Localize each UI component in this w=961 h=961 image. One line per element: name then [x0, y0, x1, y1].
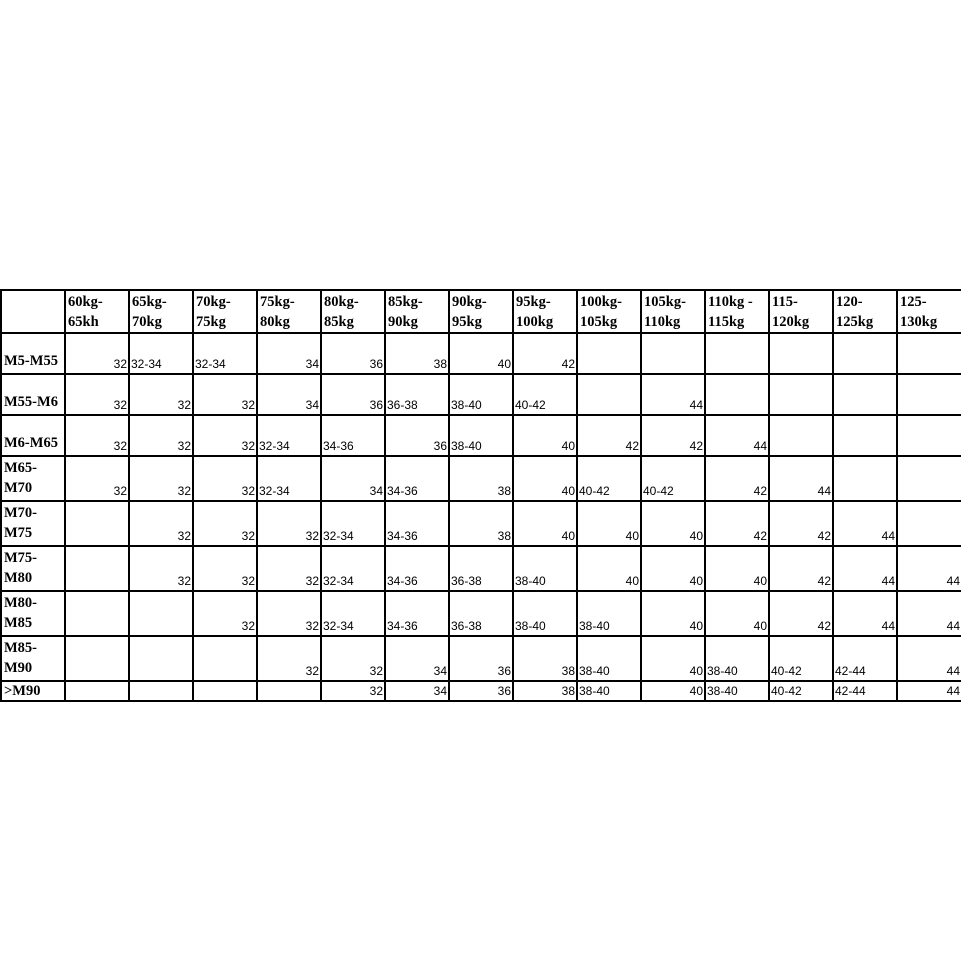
row-header: [1, 456, 65, 501]
column-header-line: 90kg: [388, 314, 418, 330]
column-header: [513, 290, 577, 333]
column-header-line: 100kg: [516, 314, 554, 330]
size-cell: 32: [129, 546, 193, 591]
row-header: [1, 591, 65, 636]
size-cell: 38-40: [577, 591, 641, 636]
size-cell: 40-42: [513, 374, 577, 415]
size-cell: 40-42: [769, 681, 833, 701]
column-header-line: 90kg-: [452, 294, 487, 310]
size-cell: [897, 456, 961, 501]
size-cell: [65, 501, 129, 546]
size-cell: 32-34: [321, 591, 385, 636]
size-cell: 36: [449, 636, 513, 681]
size-cell: 40: [641, 546, 705, 591]
size-cell: [577, 374, 641, 415]
size-cell: 32: [193, 501, 257, 546]
column-header-line: 70kg-: [196, 294, 231, 310]
size-cell: 40: [513, 501, 577, 546]
table-row: [1, 681, 961, 701]
row-header-line: M5-M55: [4, 353, 58, 369]
table-row: [1, 591, 961, 636]
size-cell: 38: [449, 456, 513, 501]
size-cell: 32: [65, 333, 129, 374]
size-cell: 44: [769, 456, 833, 501]
column-header-line: 110kg: [644, 314, 681, 330]
size-cell: 42-44: [833, 681, 897, 701]
size-cell: [897, 501, 961, 546]
column-header-line: 70kg: [132, 314, 162, 330]
size-cell: 32: [129, 415, 193, 456]
column-header-line: 115kg: [708, 314, 745, 330]
size-cell: 40: [513, 456, 577, 501]
column-header-line: 125kg: [836, 314, 874, 330]
column-header: [65, 290, 129, 333]
size-cell: 32: [257, 501, 321, 546]
row-header-line: M75: [4, 525, 33, 541]
size-cell: 44: [641, 374, 705, 415]
size-cell: 44: [705, 415, 769, 456]
size-cell: 32: [129, 374, 193, 415]
size-cell: 38-40: [513, 546, 577, 591]
size-cell: [65, 636, 129, 681]
column-header-line: 85kg-: [388, 294, 423, 310]
size-cell: 34: [385, 681, 449, 701]
size-cell: [129, 636, 193, 681]
size-cell: 32: [65, 456, 129, 501]
column-header: [449, 290, 513, 333]
size-cell: 38-40: [513, 591, 577, 636]
row-header: [1, 501, 65, 546]
size-chart-table: [0, 289, 961, 702]
size-cell: 44: [833, 591, 897, 636]
column-header-line: 65kh: [68, 314, 99, 330]
size-cell: [833, 456, 897, 501]
row-header-line: M65-: [4, 460, 38, 476]
size-cell: [705, 333, 769, 374]
size-cell: [577, 333, 641, 374]
size-cell: 32: [321, 636, 385, 681]
size-cell: 36: [321, 333, 385, 374]
column-header: [321, 290, 385, 333]
size-cell: 38-40: [577, 681, 641, 701]
column-header-line: 105kg-: [644, 294, 686, 310]
size-cell: [833, 333, 897, 374]
size-cell: [129, 681, 193, 701]
size-cell: 32: [321, 681, 385, 701]
size-cell: 40: [641, 501, 705, 546]
column-header-line: 130kg: [900, 314, 938, 330]
size-cell: 44: [897, 636, 961, 681]
size-cell: 42-44: [833, 636, 897, 681]
size-cell: [833, 415, 897, 456]
row-header-line: M80-: [4, 595, 38, 611]
row-header-line: M75-: [4, 550, 38, 566]
size-cell: 32-34: [129, 333, 193, 374]
row-header-line: M90: [4, 660, 33, 676]
size-cell: 34: [385, 636, 449, 681]
size-cell: 34-36: [385, 456, 449, 501]
column-header-line: 75kg: [196, 314, 226, 330]
size-cell: 32: [193, 415, 257, 456]
column-header-line: 95kg: [452, 314, 482, 330]
size-cell: [897, 333, 961, 374]
row-header-line: >M90: [4, 683, 41, 699]
size-cell: 36-38: [385, 374, 449, 415]
table-row: [1, 546, 961, 591]
row-header-line: M85: [4, 615, 33, 631]
size-cell: 32-34: [257, 456, 321, 501]
column-header: [129, 290, 193, 333]
size-cell: [193, 636, 257, 681]
size-cell: 34-36: [385, 501, 449, 546]
size-cell: [65, 591, 129, 636]
column-header-line: 75kg-: [260, 294, 295, 310]
size-cell: [897, 374, 961, 415]
size-cell: [193, 681, 257, 701]
size-cell: [65, 681, 129, 701]
size-cell: 40: [577, 501, 641, 546]
column-header-line: 120-: [836, 294, 863, 310]
table-row: [1, 636, 961, 681]
column-header-line: 105kg: [580, 314, 618, 330]
column-header-line: 95kg-: [516, 294, 551, 310]
row-header-line: M6-M65: [4, 435, 58, 451]
size-cell: 42: [705, 456, 769, 501]
row-header: [1, 374, 65, 415]
size-cell: 44: [897, 546, 961, 591]
row-header: [1, 333, 65, 374]
size-cell: [833, 374, 897, 415]
table-body: [1, 333, 961, 701]
corner-cell: [1, 290, 65, 333]
table-row: [1, 415, 961, 456]
size-cell: [705, 374, 769, 415]
row-header-line: M85-: [4, 640, 38, 656]
size-cell: 44: [833, 501, 897, 546]
size-cell: 40: [705, 546, 769, 591]
size-cell: 40: [641, 636, 705, 681]
size-cell: 32-34: [321, 546, 385, 591]
size-cell: 32: [193, 546, 257, 591]
size-cell: 32: [257, 636, 321, 681]
column-header-line: 80kg-: [324, 294, 359, 310]
size-cell: 40: [513, 415, 577, 456]
column-header-line: 60kg-: [68, 294, 103, 310]
table-row: [1, 374, 961, 415]
size-cell: 38: [449, 501, 513, 546]
size-cell: 36: [385, 415, 449, 456]
column-header: [193, 290, 257, 333]
size-cell: [641, 333, 705, 374]
size-cell: 34: [257, 374, 321, 415]
row-header-line: M80: [4, 570, 33, 586]
size-cell: 36: [321, 374, 385, 415]
size-cell: 38-40: [705, 681, 769, 701]
size-cell: 34: [321, 456, 385, 501]
size-cell: 42: [577, 415, 641, 456]
column-header-line: 120kg: [772, 314, 810, 330]
row-header-line: M70-: [4, 505, 38, 521]
column-header-line: 100kg-: [580, 294, 622, 310]
size-cell: 38-40: [449, 415, 513, 456]
column-header-line: 115-: [772, 294, 798, 310]
size-cell: [129, 591, 193, 636]
column-header-line: 85kg: [324, 314, 354, 330]
column-header-line: 110kg -: [708, 294, 753, 310]
column-header: [385, 290, 449, 333]
row-header: [1, 636, 65, 681]
size-cell: 42: [769, 501, 833, 546]
size-cell: 36-38: [449, 546, 513, 591]
size-cell: 42: [513, 333, 577, 374]
column-header: [577, 290, 641, 333]
size-cell: 44: [897, 681, 961, 701]
size-cell: 40: [449, 333, 513, 374]
size-cell: [897, 415, 961, 456]
size-cell: [65, 546, 129, 591]
table-row: [1, 333, 961, 374]
column-header-line: 65kg-: [132, 294, 167, 310]
size-cell: 32-34: [193, 333, 257, 374]
size-cell: 38-40: [577, 636, 641, 681]
size-cell: 40: [641, 591, 705, 636]
size-cell: 40-42: [577, 456, 641, 501]
size-cell: 32: [65, 374, 129, 415]
size-cell: [769, 374, 833, 415]
size-cell: 40: [577, 546, 641, 591]
size-cell: 32: [129, 456, 193, 501]
table-row: [1, 456, 961, 501]
size-cell: 32: [193, 591, 257, 636]
table-row: [1, 501, 961, 546]
column-header: [769, 290, 833, 333]
size-cell: 32-34: [321, 501, 385, 546]
row-header: [1, 415, 65, 456]
size-cell: 34: [257, 333, 321, 374]
size-cell: 38-40: [705, 636, 769, 681]
size-cell: 32: [129, 501, 193, 546]
row-header-line: M70: [4, 480, 33, 496]
header-row: [1, 290, 961, 333]
size-cell: 32: [257, 546, 321, 591]
size-cell: 32: [193, 374, 257, 415]
size-cell: 40: [641, 681, 705, 701]
size-cell: 42: [769, 546, 833, 591]
column-header: [897, 290, 961, 333]
column-header: [641, 290, 705, 333]
row-header-line: M55-M6: [4, 394, 58, 410]
size-cell: 42: [641, 415, 705, 456]
size-cell: 32: [193, 456, 257, 501]
column-header: [833, 290, 897, 333]
size-cell: 38: [513, 681, 577, 701]
size-cell: 40: [705, 591, 769, 636]
size-cell: 32-34: [257, 415, 321, 456]
row-header: [1, 681, 65, 701]
size-cell: 34-36: [385, 591, 449, 636]
size-cell: 42: [705, 501, 769, 546]
column-header-line: 125-: [900, 294, 927, 310]
size-cell: 32: [65, 415, 129, 456]
row-header: [1, 546, 65, 591]
size-cell: 38-40: [449, 374, 513, 415]
size-cell: 36: [449, 681, 513, 701]
size-cell: 36-38: [449, 591, 513, 636]
size-cell: 44: [833, 546, 897, 591]
size-cell: [257, 681, 321, 701]
size-cell: 34-36: [385, 546, 449, 591]
size-cell: 40-42: [641, 456, 705, 501]
column-header: [705, 290, 769, 333]
size-cell: 32: [257, 591, 321, 636]
size-cell: 38: [385, 333, 449, 374]
column-header: [257, 290, 321, 333]
size-cell: 40-42: [769, 636, 833, 681]
column-header-line: 80kg: [260, 314, 290, 330]
size-cell: 44: [897, 591, 961, 636]
size-cell: 42: [769, 591, 833, 636]
size-cell: 38: [513, 636, 577, 681]
size-cell: [769, 333, 833, 374]
size-cell: 34-36: [321, 415, 385, 456]
size-cell: [769, 415, 833, 456]
